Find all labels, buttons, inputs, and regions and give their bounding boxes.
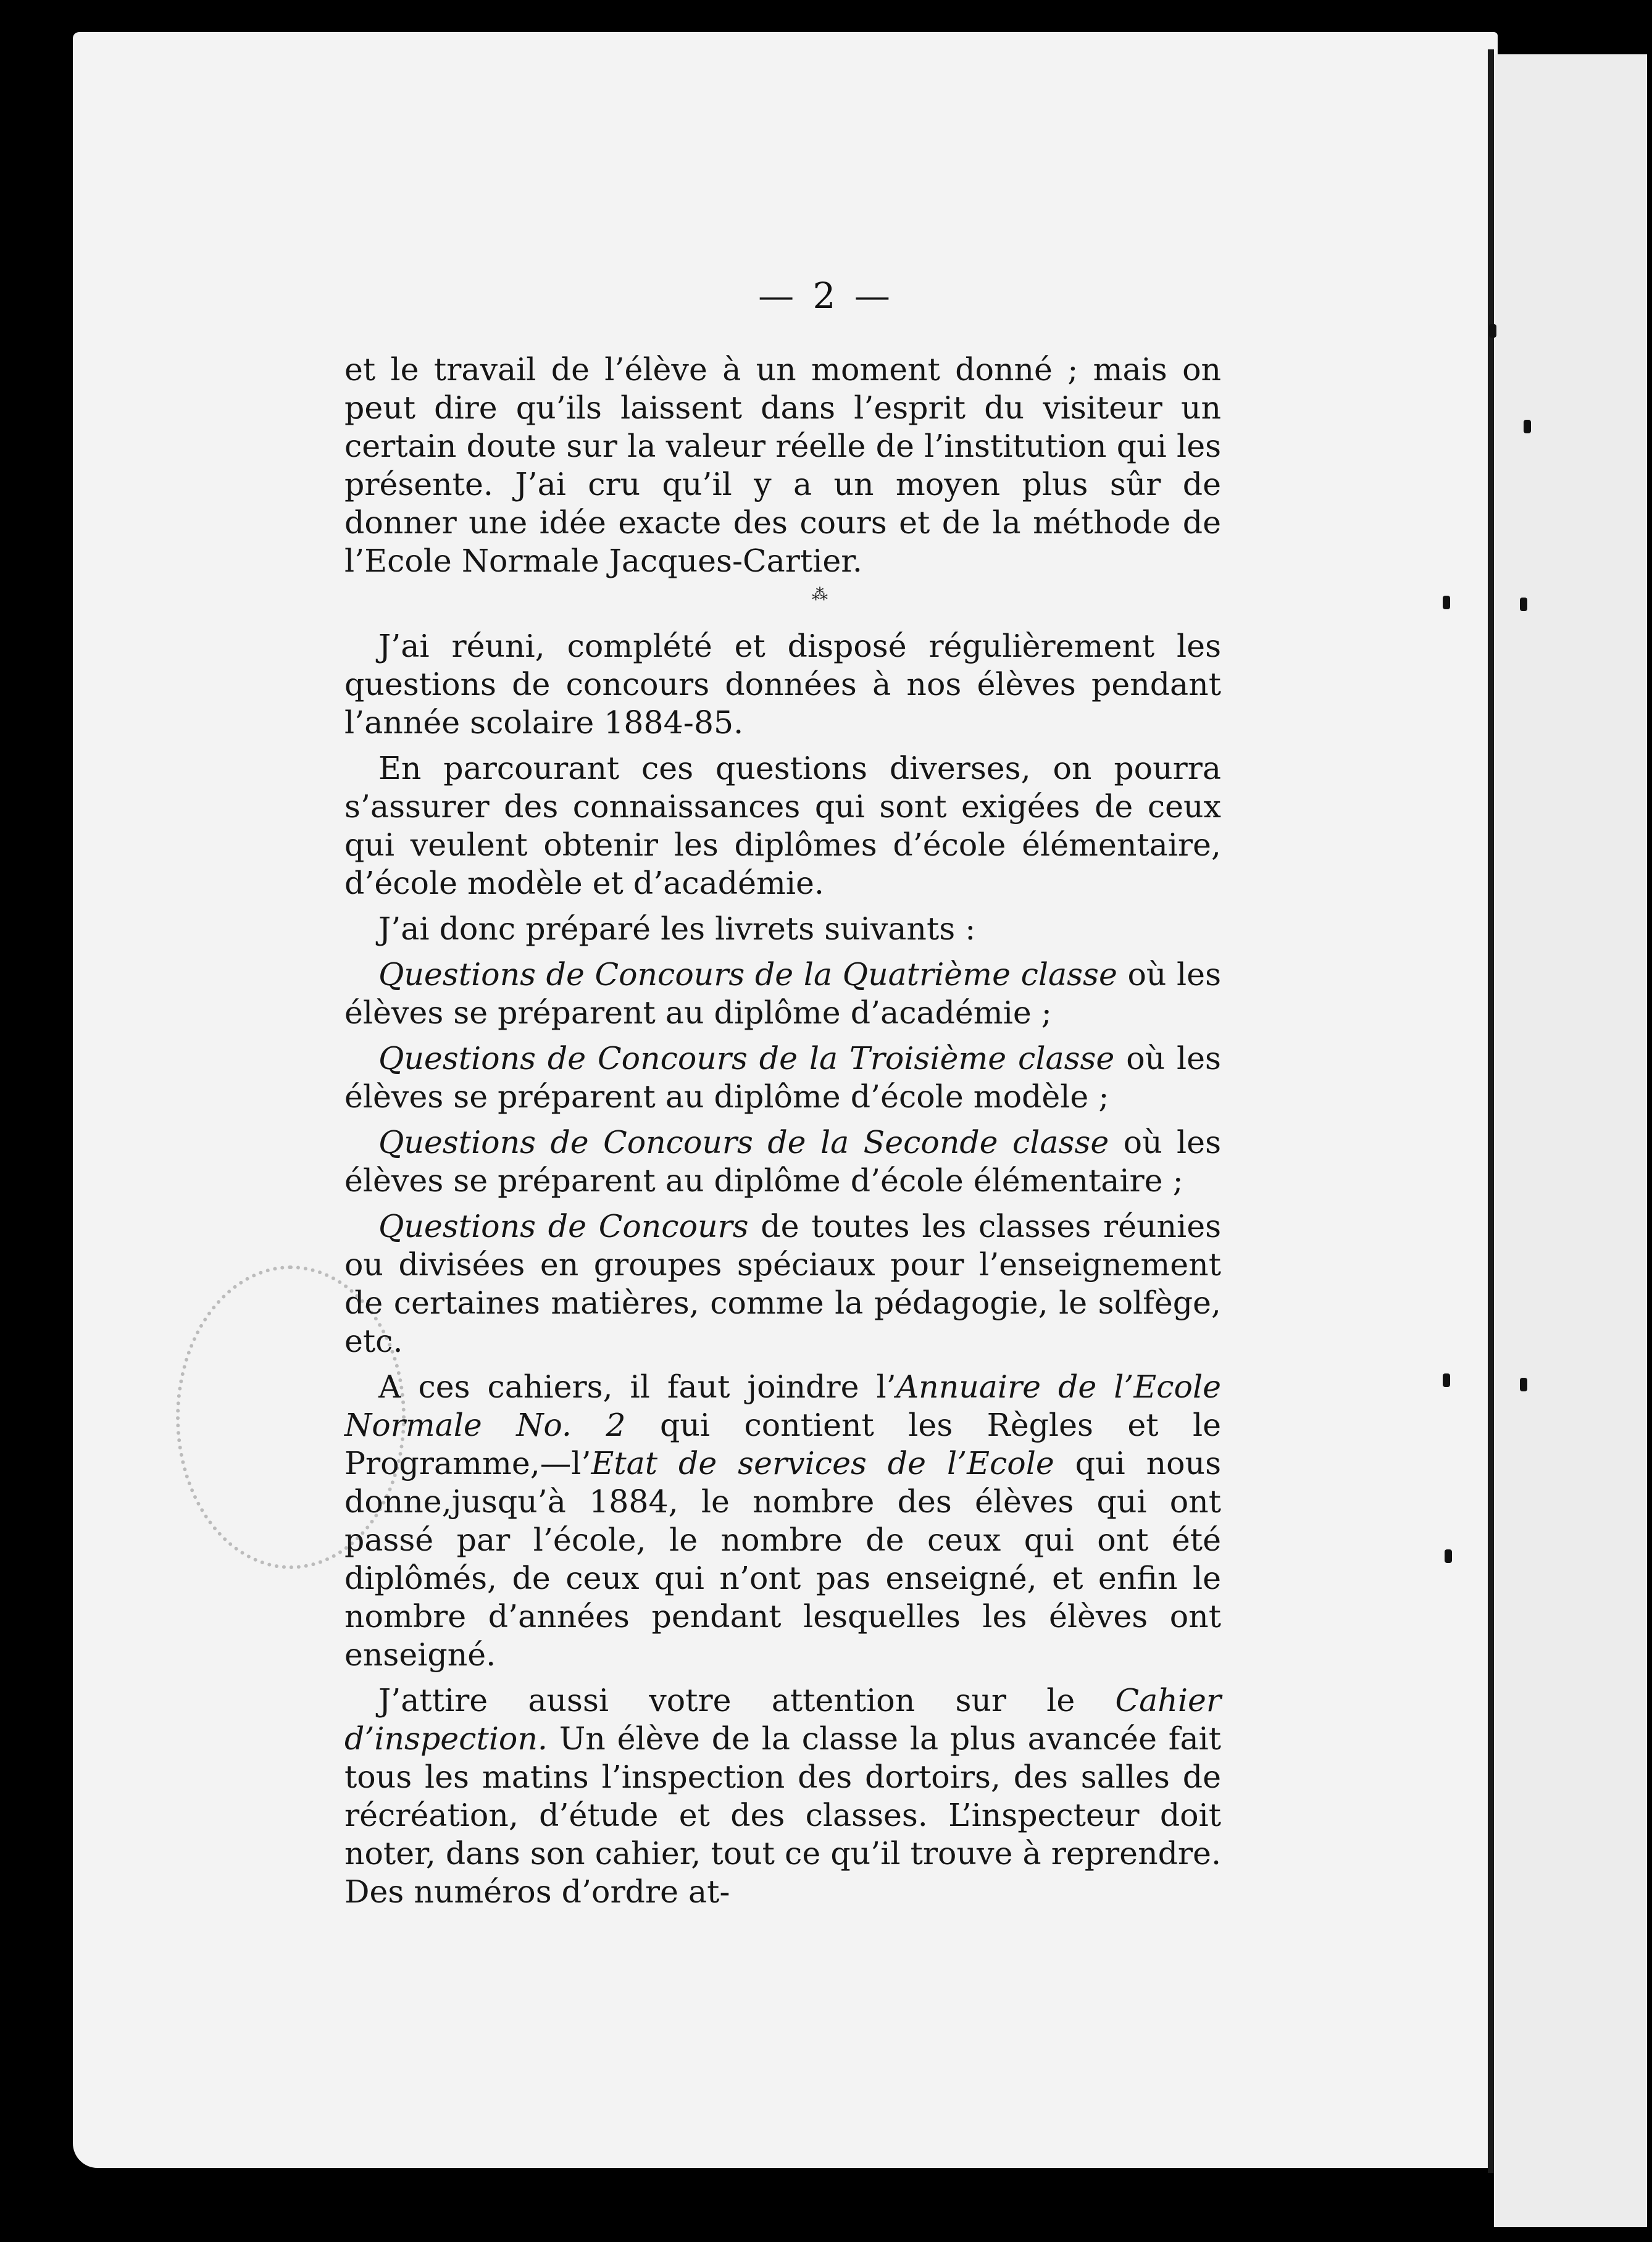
p9-text-b: qui contient les Règles et le Programme,—l’ xyxy=(344,1407,1221,1481)
scan-speck xyxy=(1520,1378,1527,1391)
p10-text-a: J’attire aussi votre attention sur le xyxy=(378,1682,1116,1719)
p9-text-a: A ces cahiers, il faut joindre l’ xyxy=(378,1369,896,1405)
paragraph-1: et le travail de l’élève à un moment donné ; mais on peut dire qu’ils laissent dans l’esprit du visiteur un certain doute sur la valeur réelle de l’institution qui les présente. J’ai cru qu’il y a un moyen plus sûr de donner une idée exacte des cours et de la méthode de l’Ecole Normale Jacques-Cartier. xyxy=(344,351,1221,579)
adjacent-page-edge xyxy=(1494,54,1647,2227)
paragraph-3: En parcourant ces questions diverses, on pourra s’assurer des connaissances qui sont exigées de ceux qui veulent obtenir les diplômes d’école élémentaire, d’école modèle et d’académie. xyxy=(344,750,1221,901)
scan-speck xyxy=(1520,598,1527,611)
scan-speck xyxy=(1489,324,1496,338)
paragraph-10 xyxy=(344,1682,1221,1911)
body-text xyxy=(344,351,1221,1919)
paragraph-8 xyxy=(344,1207,1221,1361)
booklet-desc-4: où les élèves se préparent au diplôme d’académie ; xyxy=(344,956,1221,1031)
scan-speck xyxy=(1445,1549,1452,1563)
booklet-title-3: Questions de Concours de la Troisième classe xyxy=(378,1040,1115,1077)
booklet-desc-3: où les élèves se préparent au diplôme d’école modèle ; xyxy=(344,1040,1221,1115)
page-number: — 2 — xyxy=(758,275,894,317)
scan-speck xyxy=(1443,596,1450,609)
binding-gutter xyxy=(1488,49,1494,2173)
booklet-title-2: Questions de Concours de la Seconde classe xyxy=(378,1124,1109,1161)
paragraph-4: J’ai donc préparé les livrets suivants : xyxy=(378,911,976,947)
booklet-desc-all: de toutes les classes réunies ou divisées en groupes spéciaux pour l’enseignement de certaines matières, comme la pédagogie, le solfège, etc. xyxy=(344,1208,1221,1359)
booklet-title-all: Questions de Concours xyxy=(378,1208,749,1244)
scan-speck xyxy=(1524,420,1531,433)
cahier-inspection-title: Cahier d’inspection. xyxy=(344,1682,1221,1757)
booklet-desc-2: où les élèves se préparent au diplôme d’école élémentaire ; xyxy=(344,1124,1221,1199)
paragraph-6 xyxy=(344,1040,1221,1116)
booklet-title-4: Questions de Concours de la Quatrième classe xyxy=(378,956,1117,993)
p10-text-b: Un élève de la classe la plus avancée fait tous les matins l’inspection des dortoirs, des salles de récréation, d’étude et des classes. L’inspecteur doit noter, dans son cahier, tout ce qu’il trouve à reprendre. Des numéros d’ordre at- xyxy=(344,1720,1221,1910)
paragraph-9 xyxy=(344,1368,1221,1674)
paragraph-2: J’ai réuni, complété et disposé régulièrement les questions de concours données à nos élèves pendant l’année scolaire 1884-85. xyxy=(344,628,1221,741)
etat-services-title: Etat de services de l’Ecole xyxy=(591,1445,1054,1481)
section-ornament: ⁂ xyxy=(812,586,828,604)
paragraph-5 xyxy=(344,956,1221,1032)
paragraph-7 xyxy=(344,1123,1221,1200)
scan-speck xyxy=(1443,1373,1450,1387)
annuaire-title: Annuaire de l’Ecole Normale No. 2 xyxy=(344,1369,1221,1443)
p9-text-c: qui nous donne,jusqu’à 1884, le nombre des élèves qui ont passé par l’école, le nombre de ceux qui ont été diplômés, de ceux qui n’ont pas enseigné, et enfin le nombre d’années pendant lesquelles les élèves ont enseigné. xyxy=(344,1445,1221,1673)
